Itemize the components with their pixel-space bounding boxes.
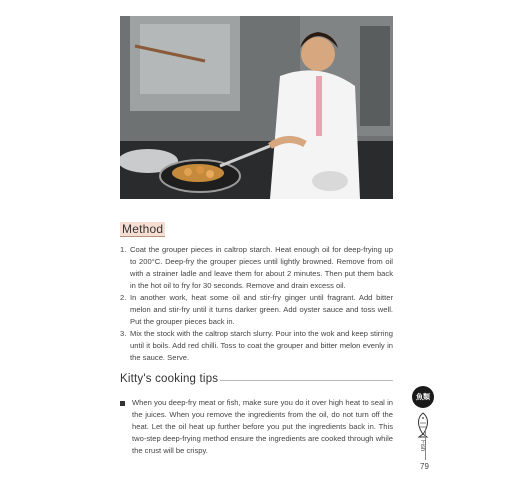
step-number: 2. xyxy=(120,293,127,302)
method-step xyxy=(120,292,393,328)
method-step xyxy=(120,328,393,364)
kitchen-scene-illustration xyxy=(120,16,393,199)
category-label: Fish xyxy=(419,440,425,452)
fish-icon xyxy=(415,412,431,438)
step-number: 1. xyxy=(120,245,127,254)
method-heading: Method xyxy=(122,222,164,236)
step-text: Coat the grouper pieces in caltrop starch. Heat enough oil for deep-frying up to 200°C. Deep-fry the grouper pieces until lightly browned. Remove from oil with a strainer ladle and leave them for about 2 minutes. Then put them back in the hot oil to fry for 30 seconds. Remove and drain excess oil. xyxy=(130,245,393,290)
step-text: In another work, heat some oil and stir-fry ginger until fragrant. Add bitter melon and stir-fry until it turns darker green. Add oyster sauce and toss well. Put the grouper pieces back in. xyxy=(130,293,393,326)
chef-photo xyxy=(120,16,393,199)
tip-item xyxy=(120,397,393,457)
tip-text: When you deep-fry meat or fish, make sure you do it over high heat to seal in the juices. When you remove the ingredients from the oil, do not turn off the heat. Let the oil heat up further before you put the ingredients back in. This two-step deep-frying method ensure the ingredients are cooked through while the crust will be crispy. xyxy=(132,398,393,455)
page-number: 79 xyxy=(420,462,429,471)
method-steps xyxy=(120,244,393,364)
square-bullet-icon xyxy=(120,401,125,406)
tips-divider xyxy=(220,380,393,381)
method-step xyxy=(120,244,393,292)
step-number: 3. xyxy=(120,329,127,338)
step-text: Mix the stock with the caltrop starch slurry. Pour into the wok and keep stirring until it boils. Add red chilli. Toss to coat the grouper and bitter melon evenly in the sauce. Serve. xyxy=(130,329,393,362)
side-rule xyxy=(425,430,426,460)
tips-heading: Kitty's cooking tips xyxy=(120,373,219,385)
category-badge: 魚類 xyxy=(412,386,434,408)
